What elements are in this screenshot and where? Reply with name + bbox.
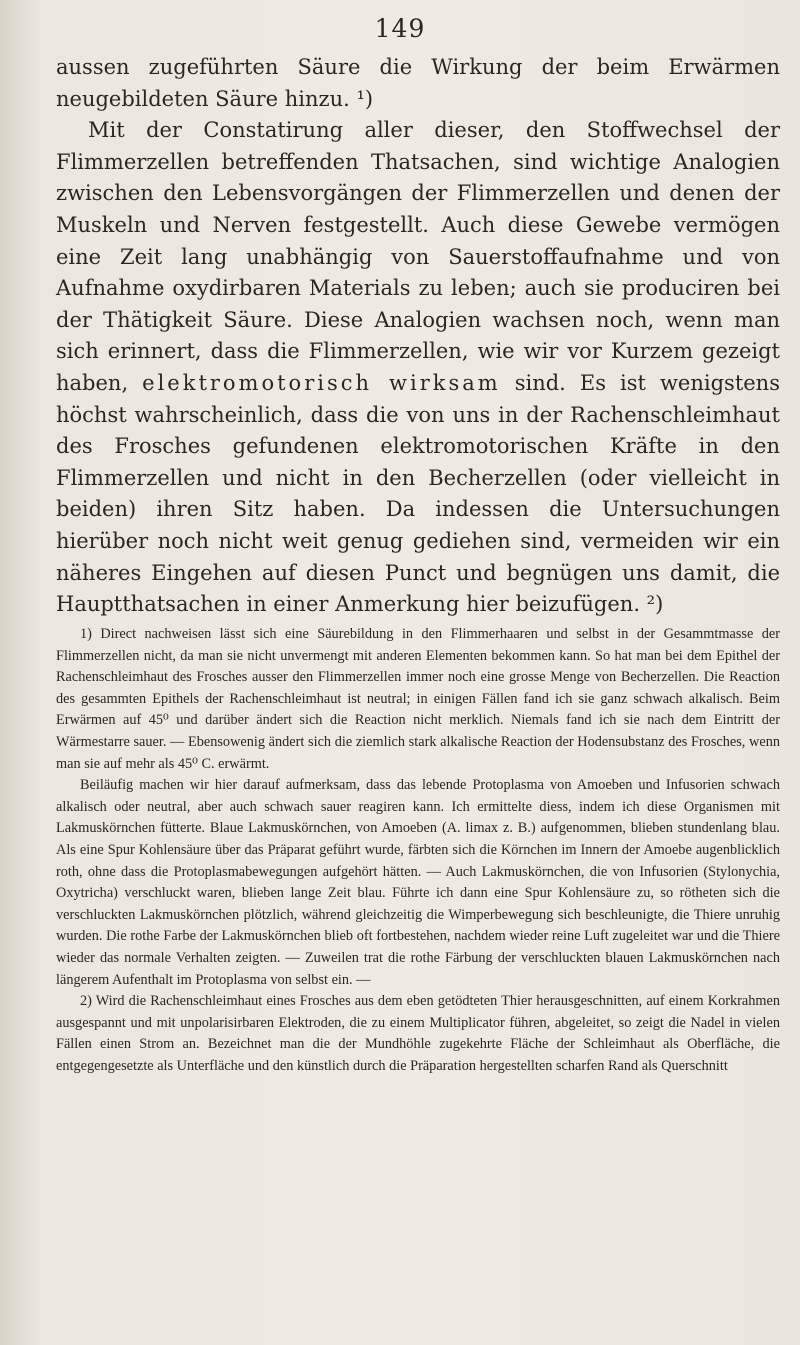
- footnote-1: 1) Direct nachweisen lässt sich eine Säurebildung in den Flimmerhaaren und selbst in der Gesammtmasse der Flimmerzellen nicht, da man sie nicht unvermengt mit anderen Elementen bekommen kann. So hat man bei dem Epithel der Rachenschleimhaut des Frosches ausser den Flimmerzellen immer noch eine grosse Menge von Becherzellen. Die Reaction des gesammten Epithels der Rachenschleimhaut ist neutral; in einigen Fällen fand ich sie ganz schwach alkalisch. Beim Erwärmen auf 45⁰ und darüber ändert sich die Reaction nicht merklich. Niemals fand ich sie nach dem Eintritt der Wärmestarre sauer. — Ebensowenig ändert sich die ziemlich stark alkalische Reaction der Hodensubstanz des Frosches, wenn man sie auf mehr als 45⁰ C. erwärmt.: [56, 626, 780, 772]
- main-text: [56, 52, 780, 621]
- footnotes: [56, 624, 780, 1077]
- paragraph-2-text-a: Mit der Constatirung aller dieser, den Stoffwechsel der Flimmerzellen betreffenden Thatsachen, sind wichtige Analogien zwischen den Lebensvorgängen der Flimmerzellen und denen der Muskeln und Nerven festgestellt. Auch diese Gewebe vermögen eine Zeit lang unabhängig von Sauerstoffaufnahme und von Aufnahme oxydirbaren Materials zu leben; auch sie produciren bei der Thätigkeit Säure. Diese Analogien wachsen noch, wenn man sich erinnert, dass die Flimmerzellen, wie wir vor Kurzem gezeigt haben,: [56, 118, 780, 395]
- paragraph-1-text: aussen zugeführten Säure die Wirkung der beim Erwärmen neugebildeten Säure hinzu. ¹): [56, 55, 780, 111]
- paragraph-2-text-b: sind. Es ist wenigstens höchst wahrscheinlich, dass die von uns in der Rachenschleimhaut des Frosches gefundenen elektromotorischen Kräfte in den Flimmerzellen und nicht in den Becherzellen (oder vielleicht in beiden) ihren Sitz haben. Da indessen die Untersuchungen hierüber noch nicht weit genug gediehen sind, vermeiden wir ein näheres Eingehen auf diesen Punct und begnügen uns damit, die Hauptthatsachen in einer Anmerkung hier beizufügen. ²): [56, 370, 780, 617]
- page-number: 149: [374, 14, 426, 43]
- footnote-2: 2) Wird die Rachenschleimhaut eines Frosches aus dem eben getödteten Thier herausgeschnitten, auf einem Korkrahmen ausgespannt und mit unpolarisirbaren Elektroden, die zu einem Multiplicator führen, abgeleitet, so zeigt die Nadel in vielen Fällen einen Strom an. Bezeichnet man die der Mundhöhle zugekehrte Fläche der Schleimhaut als Oberfläche, die entgegengesetzte als Unterfläche und den künstlich durch die Präparation hergestellten scharfen Rand als Querschnitt: [56, 993, 780, 1074]
- emphasis-elektromotorisch: elektromotorisch wirksam: [142, 370, 501, 395]
- paragraph-1: [56, 52, 780, 115]
- paragraph-2: [56, 115, 780, 621]
- footnote-1-continued: Beiläufig machen wir hier darauf aufmerksam, dass das lebende Protoplasma von Amoeben und Infusorien schwach alkalisch oder neutral, aber auch schwach sauer reagiren kann. Ich ermittelte diess, indem ich diese Organismen mit Lakmuskörnchen fütterte. Blaue Lakmuskörnchen, von Amoeben (A. limax z. B.) aufgenommen, blieben stundenlang blau. Als eine Spur Kohlensäure über das Präparat geführt wurde, färbten sich die Körnchen im Innern der Amoebe augenblicklich roth, ohne dass die Protoplasmabewegungen aufgehört hätten. — Auch Lakmuskörnchen, die von Infusorien (Stylonychia, Oxytricha) verschluckt waren, blieben lange Zeit blau. Führte ich dann eine Spur Kohlensäure zu, so rötheten sich die verschluckten Lakmuskörnchen plötzlich, während gleichzeitig die Wimperbewegung sich beschleunigte, die Thiere unruhig wurden. Die rothe Farbe der Lakmuskörnchen blieb oft fortbestehen, nachdem wieder reine Luft zugeleitet war und die Thiere wieder das normale Verhalten zeigten. — Zuweilen trat die rothe Färbung der verschluckten blauen Lakmuskörnchen nach längerem Aufenthalt im Protoplasma von selbst ein. —: [56, 777, 780, 988]
